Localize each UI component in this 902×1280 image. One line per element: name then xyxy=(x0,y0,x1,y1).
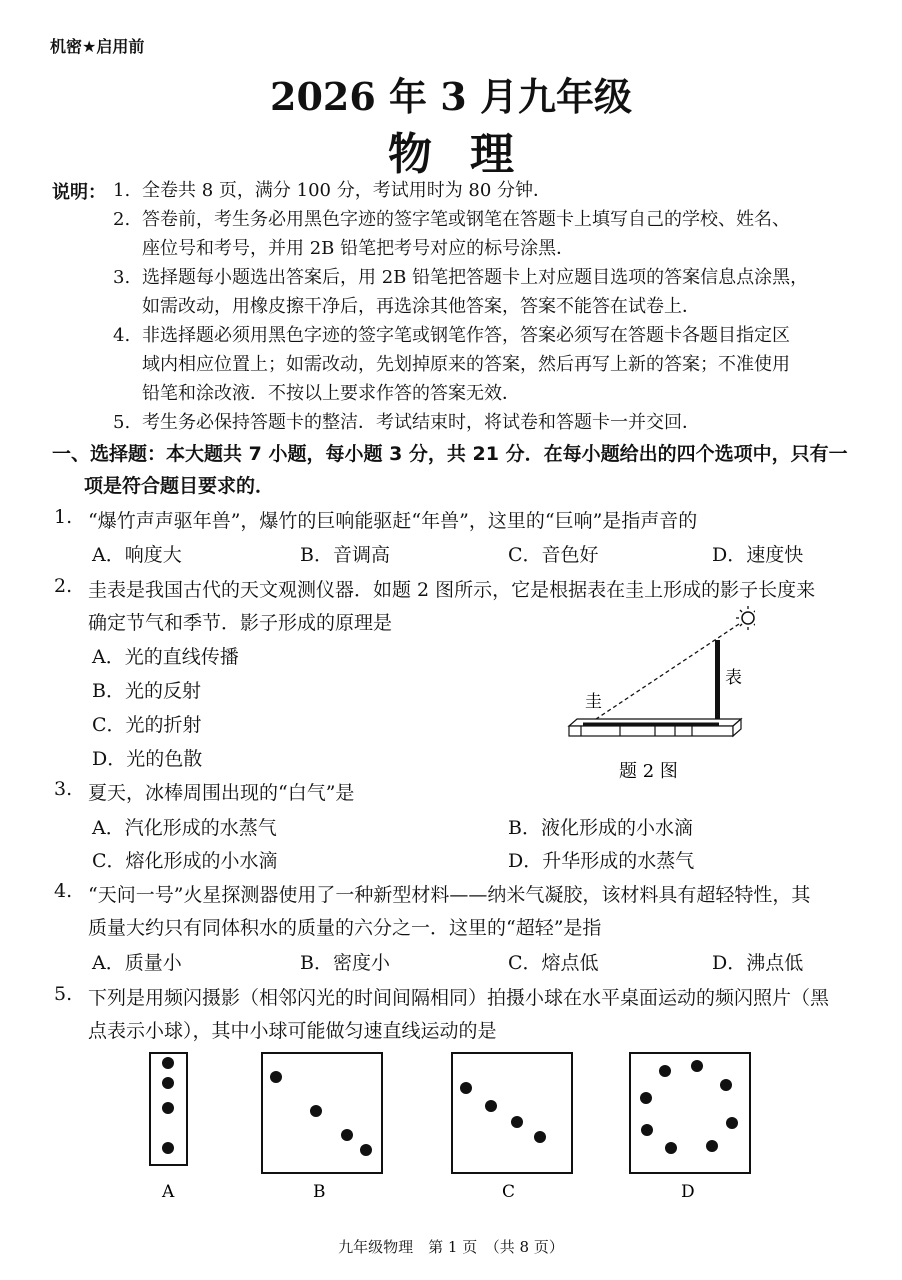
ball-dot xyxy=(511,1116,523,1128)
label-gui: 圭 xyxy=(585,692,602,712)
q4-option-c: C．熔点低 xyxy=(508,952,599,974)
ball-dot xyxy=(640,1092,652,1104)
ball-dot xyxy=(341,1129,353,1141)
section-1-heading-line-2: 项是符合题目要求的． xyxy=(84,475,275,497)
q2-option-b: B．光的反射 xyxy=(92,680,201,702)
ball-dot xyxy=(665,1142,677,1154)
subject-title: 物理 xyxy=(388,129,552,180)
q4-number: 4. xyxy=(54,880,73,902)
instruction-4-line-3: 铅笔和涂改液．不按以上要求作答的答案无效． xyxy=(142,383,520,404)
gui-base xyxy=(569,719,741,736)
q4-option-a: A．质量小 xyxy=(92,952,182,974)
q3-stem: 夏天，冰棒周围出现的“白气”是 xyxy=(88,782,355,804)
ball-dot xyxy=(162,1142,174,1154)
section-1-heading-line-1: 一、选择题：本大题共 7 小题，每小题 3 分，共 21 分．在每小题给出的四个选项中，只有一 xyxy=(52,443,848,465)
q2-option-a: A．光的直线传播 xyxy=(92,646,239,668)
q4-stem-line-2: 质量大约只有同体积水的质量的六分之一．这里的“超轻”是指 xyxy=(88,917,602,939)
q3-option-b: B．液化形成的小水滴 xyxy=(508,817,693,839)
page-footer: 九年级物理 第 1 页 （共 8 页） xyxy=(338,1238,564,1256)
sun-icon xyxy=(736,606,755,630)
ball-dot xyxy=(534,1131,546,1143)
ball-dot xyxy=(706,1140,718,1152)
q2-stem-line-1: 圭表是我国古代的天文观测仪器．如题 2 图所示，它是根据表在圭上形成的影子长度来 xyxy=(88,579,816,601)
biao-pole xyxy=(715,640,720,730)
secret-label: 机密★启用前 xyxy=(50,37,145,56)
figure-a xyxy=(150,1053,187,1202)
ball-dot xyxy=(162,1077,174,1089)
figure-a-label: A xyxy=(162,1182,175,1202)
instruction-5-line-1: 考生务必保持答题卡的整洁．考试结束时，将试卷和答题卡一并交回． xyxy=(142,412,700,433)
light-ray xyxy=(575,624,739,733)
q1-option-b: B．音调高 xyxy=(300,544,390,566)
q4-option-d: D．沸点低 xyxy=(712,952,804,974)
q5-number: 5. xyxy=(54,983,73,1005)
figure-c-label: C xyxy=(502,1182,516,1202)
ball-dot xyxy=(162,1102,174,1114)
instruction-2-line-1: 答卷前，考生务必用黑色字迹的签字笔或钢笔在答题卡上填写自己的学校、姓名、 xyxy=(142,209,790,230)
ball-dot xyxy=(726,1117,738,1129)
q5-figures xyxy=(140,1050,780,1210)
instruction-1-num: 1. xyxy=(113,180,131,201)
figure-d-label: D xyxy=(681,1182,695,1202)
instruction-4-num: 4. xyxy=(113,325,131,346)
instruction-5-num: 5. xyxy=(113,412,131,433)
q1-option-d: D．速度快 xyxy=(712,544,804,566)
q5-stem-line-1: 下列是用频闪摄影（相邻闪光的时间间隔相同）拍摄小球在水平桌面运动的频闪照片（黑 xyxy=(88,987,830,1009)
ball-dot xyxy=(162,1057,174,1069)
instruction-4-line-2: 域内相应位置上；如需改动，先划掉原来的答案，然后再写上新的答案；不准使用 xyxy=(142,354,790,375)
q2-option-c: C．光的折射 xyxy=(92,714,202,736)
q3-number: 3. xyxy=(54,778,73,800)
ball-dot xyxy=(360,1144,372,1156)
q1-number: 1. xyxy=(54,506,73,528)
instruction-3-line-2: 如需改动，用橡皮擦干净后，再选涂其他答案，答案不能答在试卷上． xyxy=(142,296,700,317)
ball-dot xyxy=(691,1060,703,1072)
q2-option-d: D．光的色散 xyxy=(92,748,203,770)
ball-dot xyxy=(460,1082,472,1094)
q4-option-b: B．密度小 xyxy=(300,952,390,974)
ball-dot xyxy=(659,1065,671,1077)
ball-dot xyxy=(720,1079,732,1091)
instruction-2-line-2: 座位号和考号，并用 2B 铅笔把考号对应的标号涂黑． xyxy=(142,238,575,259)
figure-d xyxy=(630,1053,750,1202)
q1-option-a: A．响度大 xyxy=(92,544,182,566)
instruction-3-line-1: 选择题每小题选出答案后，用 2B 铅笔把答题卡上对应题目选项的答案信息点涂黑， xyxy=(142,267,809,288)
q1-stem: “爆竹声声驱年兽”，爆竹的巨响能驱赶“年兽”，这里的“巨响”是指声音的 xyxy=(88,510,698,532)
instruction-4-line-1: 非选择题必须用黑色字迹的签字笔或钢笔作答，答案必须写在答题卡各题目指定区 xyxy=(142,325,790,346)
instruction-2-num: 2. xyxy=(113,209,131,230)
instruction-3-num: 3. xyxy=(113,267,131,288)
q3-option-a: A．汽化形成的水蒸气 xyxy=(92,817,277,839)
exam-title: 2026 年 3 月九年级 xyxy=(270,74,632,119)
gnomon-figure xyxy=(555,600,755,790)
figure-2-caption: 题 2 图 xyxy=(619,761,678,782)
q2-number: 2. xyxy=(54,575,73,597)
instruction-1-line-1: 全卷共 8 页，满分 100 分，考试用时为 80 分钟． xyxy=(142,180,552,201)
label-biao: 表 xyxy=(725,668,742,688)
q3-option-c: C．熔化形成的小水滴 xyxy=(92,850,278,872)
q3-option-d: D．升华形成的水蒸气 xyxy=(508,850,695,872)
ball-dot xyxy=(310,1105,322,1117)
ball-dot xyxy=(485,1100,497,1112)
ball-dot xyxy=(641,1124,653,1136)
instructions-label: 说明： xyxy=(52,182,106,203)
q2-stem-line-2: 确定节气和季节．影子形成的原理是 xyxy=(88,612,393,634)
q1-option-c: C．音色好 xyxy=(508,544,599,566)
figure-c xyxy=(452,1053,572,1202)
q4-stem-line-1: “天问一号”火星探测器使用了一种新型材料——纳米气凝胶，该材料具有超轻特性，其 xyxy=(88,884,811,906)
figure-b xyxy=(262,1053,382,1202)
figure-b-label: B xyxy=(313,1182,326,1202)
q5-stem-line-2: 点表示小球），其中小球可能做匀速直线运动的是 xyxy=(88,1020,497,1042)
ball-dot xyxy=(270,1071,282,1083)
